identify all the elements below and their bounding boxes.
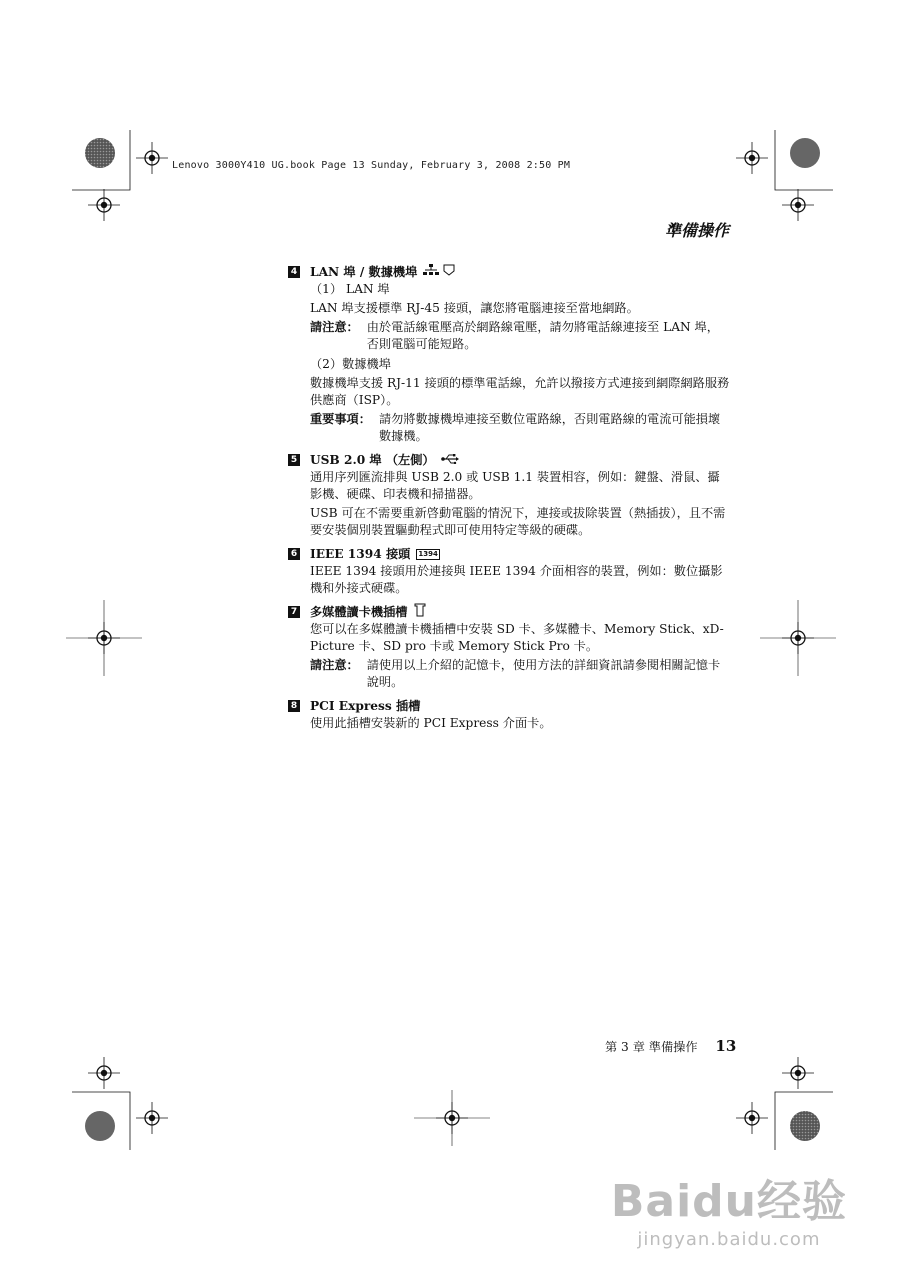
paragraph: 數據機埠支援 RJ-11 接頭的標準電話線，允許以撥接方式連接到網際網路服務供應商（ISP）。 bbox=[310, 376, 730, 407]
section-heading bbox=[288, 603, 730, 621]
registration-mark-bottom-right-1 bbox=[736, 1102, 768, 1134]
registration-mark-bottom-left-1 bbox=[88, 1057, 120, 1089]
section-heading bbox=[288, 545, 730, 563]
section-lan-modem bbox=[288, 263, 730, 445]
note bbox=[310, 319, 730, 353]
note bbox=[310, 657, 730, 691]
note-label: 請注意： bbox=[310, 658, 359, 672]
registration-mark-top-right-2 bbox=[782, 189, 814, 221]
starburst-top-right bbox=[790, 138, 820, 168]
section-number: 8 bbox=[288, 700, 300, 712]
section-number: 5 bbox=[288, 454, 300, 466]
note-text: 請使用以上介紹的記憶卡，使用方法的詳細資訊請參閱相關記憶卡說明。 bbox=[366, 658, 721, 689]
section-number: 7 bbox=[288, 606, 300, 618]
paragraph: （1） LAN 埠 bbox=[310, 282, 390, 296]
section-ieee1394 bbox=[288, 545, 730, 597]
registration-mark-top-left-2 bbox=[88, 189, 120, 221]
section-title: USB 2.0 埠 （左側） bbox=[310, 452, 435, 467]
section-body bbox=[310, 469, 730, 539]
paragraph: 使用此插槽安裝新的 PCI Express 介面卡。 bbox=[310, 716, 552, 730]
book-file-header: Lenovo 3000Y410 UG.book Page 13 Sunday, February 3, 2008 2:50 PM bbox=[172, 160, 571, 171]
section-number: 6 bbox=[288, 548, 300, 560]
note-text: 請勿將數據機埠連接至數位電路線，否則電路線的電流可能損壞數據機。 bbox=[378, 412, 721, 443]
running-title: 準備操作 bbox=[664, 221, 729, 240]
important-note bbox=[310, 411, 730, 445]
page-content bbox=[288, 263, 730, 738]
section-heading bbox=[288, 697, 730, 715]
section-title: IEEE 1394 接頭 bbox=[310, 546, 411, 561]
section-heading bbox=[288, 263, 730, 281]
paragraph: （2）數據機埠 bbox=[310, 357, 391, 371]
card-reader-icon bbox=[414, 603, 426, 622]
page-footer bbox=[605, 1037, 736, 1055]
section-title: 多媒體讀卡機插槽 bbox=[310, 604, 408, 619]
paragraph: IEEE 1394 接頭用於連接與 IEEE 1394 介面相容的裝置，例如：數位攝影機和外接式硬碟。 bbox=[310, 564, 723, 595]
registration-mark-top-right-1 bbox=[736, 142, 768, 174]
registration-mark-top-left-1 bbox=[136, 142, 168, 174]
section-pci-express bbox=[288, 697, 730, 732]
section-heading bbox=[288, 451, 730, 469]
section-body bbox=[310, 621, 730, 691]
ieee1394-icon: 1394 bbox=[418, 549, 438, 558]
note-label: 重要事項： bbox=[310, 412, 371, 426]
chapter-label: 第 3 章 準備操作 bbox=[605, 1040, 698, 1054]
usb-icon bbox=[441, 452, 459, 469]
registration-mark-bottom-left-2 bbox=[136, 1102, 168, 1134]
watermark-logo: Baidu经验 bbox=[610, 1176, 847, 1227]
note-label: 請注意： bbox=[310, 320, 359, 334]
section-body bbox=[310, 715, 730, 732]
baidu-watermark bbox=[611, 1165, 847, 1250]
paragraph: 通用序列匯流排與 USB 2.0 或 USB 1.1 裝置相容，例如：鍵盤、滑鼠、攝影機、硬碟、印表機和掃描器。 bbox=[310, 470, 720, 501]
section-body bbox=[310, 563, 730, 597]
section-title: LAN 埠 / 數據機埠 bbox=[310, 264, 418, 279]
registration-mark-bottom-right-2 bbox=[782, 1057, 814, 1089]
network-modem-icon bbox=[423, 264, 457, 281]
section-title: PCI Express 插槽 bbox=[310, 698, 421, 713]
starburst-top-left bbox=[85, 138, 115, 168]
section-card-reader bbox=[288, 603, 730, 691]
section-body bbox=[310, 281, 730, 445]
paragraph: 您可以在多媒體讀卡機插槽中安裝 SD 卡、多媒體卡、Memory Stick、xD-Picture 卡、SD pro 卡或 Memory Stick Pro 卡。 bbox=[310, 622, 724, 653]
watermark-url: jingyan.baidu.com bbox=[637, 1229, 821, 1250]
page-number: 13 bbox=[715, 1037, 737, 1055]
section-usb bbox=[288, 451, 730, 539]
paragraph: USB 可在不需要重新啓動電腦的情況下，連接或拔除裝置（熱插拔），且不需要安裝個別裝置驅動程式即可使用特定等級的硬碟。 bbox=[310, 506, 726, 537]
section-number: 4 bbox=[288, 266, 300, 278]
paragraph: LAN 埠支援標準 RJ-45 接頭，讓您將電腦連接至當地網路。 bbox=[310, 301, 639, 315]
note-text: 由於電話線電壓高於網路線電壓，請勿將電話線連接至 LAN 埠，否則電腦可能短路。 bbox=[366, 320, 719, 351]
starburst-bottom-left bbox=[85, 1111, 115, 1141]
starburst-bottom-right bbox=[790, 1111, 820, 1141]
